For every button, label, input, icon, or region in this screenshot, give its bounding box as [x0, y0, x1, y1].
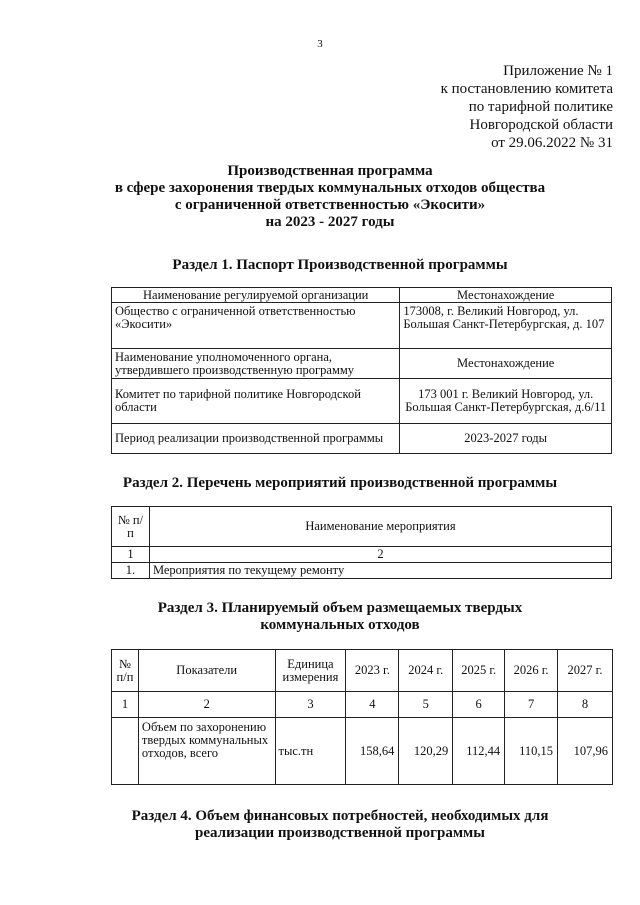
table-row	[112, 692, 613, 718]
table-cell: Комитет по тарифной политике Новгородской области	[112, 379, 400, 424]
table-cell: 3	[275, 692, 346, 718]
table-cell: 7	[505, 692, 558, 718]
table-row	[112, 424, 612, 454]
title-line: Производственная программа	[227, 163, 433, 179]
table-cell: 6	[453, 692, 505, 718]
appendix-line: от 29.06.2022 № 31	[491, 135, 613, 151]
section1-heading	[40, 257, 640, 274]
title-line: с ограниченной ответственностью «Экосити»	[174, 197, 486, 213]
table-cell: 2023-2027 годы	[400, 424, 612, 454]
passport-table	[111, 287, 612, 454]
table-row	[112, 507, 612, 547]
table-cell: 107,96	[558, 718, 613, 785]
table-row	[112, 718, 613, 785]
table-cell: 2	[138, 692, 275, 718]
table-row	[112, 349, 612, 379]
section3-heading	[40, 600, 640, 634]
table-row	[112, 303, 612, 349]
table-cell: 1.	[112, 563, 150, 579]
table-cell: Объем по захоронению твердых коммунальных отходов, всего	[138, 718, 275, 785]
document-title	[60, 163, 600, 231]
section2-heading-text: Раздел 2. Перечень мероприятий производственной программы	[122, 475, 558, 491]
table-cell: Наименование регулируемой организации	[112, 288, 400, 303]
table-cell: Местонахождение	[400, 288, 612, 303]
table-cell: Единица измерения	[275, 650, 346, 692]
table-cell: 2027 г.	[558, 650, 613, 692]
table-row	[112, 650, 613, 692]
table-cell: 112,44	[453, 718, 505, 785]
table-cell: 2023 г.	[346, 650, 399, 692]
table-row	[112, 563, 612, 579]
section4-heading-line: Раздел 4. Объем финансовых потребностей, необходимых для	[131, 808, 549, 824]
table-cell: Период реализации производственной программы	[112, 424, 400, 454]
table-cell: 2024 г.	[399, 650, 453, 692]
table-cell: 173008, г. Великий Новгород, ул. Большая Санкт-Петербургская, д. 107	[400, 303, 612, 349]
page-number: 3	[317, 38, 323, 50]
table-cell: 1	[112, 692, 139, 718]
table-cell: 120,29	[399, 718, 453, 785]
table-cell: тыс.тн	[275, 718, 346, 785]
appendix-line: к постановлению комитета	[440, 81, 613, 97]
section3-heading-line: Раздел 3. Планируемый объем размещаемых твердых	[157, 600, 523, 616]
table-cell: 8	[558, 692, 613, 718]
volume-table	[111, 649, 613, 785]
section2-heading	[40, 475, 640, 492]
table-cell: 110,15	[505, 718, 558, 785]
appendix-line: по тарифной политике	[468, 99, 613, 115]
appendix-line: Новгородской области	[469, 117, 613, 133]
table-cell: 2025 г.	[453, 650, 505, 692]
title-line: в сфере захоронения твердых коммунальных отходов общества	[114, 180, 546, 196]
table-cell: 5	[399, 692, 453, 718]
table-cell	[112, 718, 139, 785]
section4-heading	[40, 808, 640, 842]
section1-heading-text: Раздел 1. Паспорт Производственной программы	[172, 257, 508, 273]
table-cell: Наименование мероприятия	[149, 507, 611, 547]
appendix-block	[313, 62, 613, 152]
table-cell: № п/п	[112, 507, 150, 547]
table-cell: 1	[112, 547, 150, 563]
table-row	[112, 379, 612, 424]
table-cell: 2	[149, 547, 611, 563]
table-cell: Общество с ограниченной ответственностью «Экосити»	[112, 303, 400, 349]
table-row	[112, 288, 612, 303]
measures-table	[111, 506, 612, 579]
table-cell: Местонахождение	[400, 349, 612, 379]
section4-heading-line: реализации производственной программы	[195, 825, 485, 841]
table-cell: 158,64	[346, 718, 399, 785]
table-cell: 173 001 г. Великий Новгород, ул. Большая Санкт-Петербургская, д.6/11	[400, 379, 612, 424]
section3-heading-line: коммунальных отходов	[260, 617, 420, 633]
title-line: на 2023 - 2027 годы	[265, 214, 395, 230]
table-cell: 2026 г.	[505, 650, 558, 692]
table-cell: Показатели	[138, 650, 275, 692]
table-cell: № п/п	[112, 650, 139, 692]
table-row	[112, 547, 612, 563]
table-cell: 4	[346, 692, 399, 718]
table-cell: Мероприятия по текущему ремонту	[149, 563, 611, 579]
appendix-line: Приложение № 1	[503, 63, 613, 79]
table-cell: Наименование уполномоченного органа, утвердившего производственную программу	[112, 349, 400, 379]
